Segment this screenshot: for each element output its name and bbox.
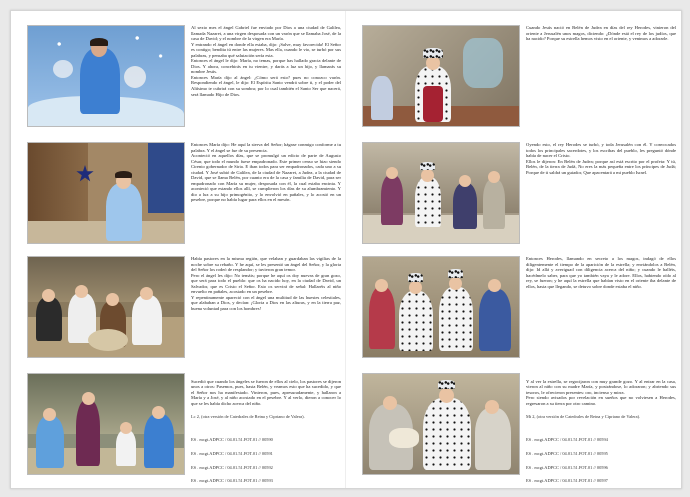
left-page	[11, 11, 346, 488]
photo-shepherds	[27, 256, 185, 358]
archive-refs	[526, 431, 676, 491]
archive-ref: ES . mcgt.ADPCC / 04.01.51.FOT.01 // 00590	[191, 437, 273, 443]
photo-herod	[362, 142, 520, 244]
photo-nativity	[27, 373, 185, 475]
archive-ref: ES . mcgt.ADPCC / 04.01.51.FOT.01 // 00597	[526, 478, 608, 484]
right-page	[346, 11, 681, 488]
photo-angel-departs	[27, 142, 185, 244]
panel-text: Cuando Jesús nació en Belén de Judea en días del rey Herodes, vinieron del oriente a Jerusalén unos magos, diciendo: ¿Dónde está el rey de los judíos, que ha nacido? Porque su estrella hemos visto en el oriente, y venimos a adorarle.	[526, 25, 676, 42]
photo-magi-arrive	[362, 25, 520, 127]
archive-refs	[191, 431, 341, 491]
panel-body: Sucedió que cuando los ángeles se fueron de ellos al cielo, los pastores se dijeron unos a otros: Pasemos, pues, hasta Belén, y veamos esto que ha sucedido, y que el Señor nos ha manifestado. Vinieron, pues, apresuradamente, y hallaron a María y a José, y al niño acostado en el pesebre. Y al verlo, dieron a conocer lo que se les había dicho acerca del niño.	[191, 378, 341, 406]
panel-text: Entonces Herodes, llamando en secreto a los magos, indagó de ellos diligentemente el tiempo de la aparición de la estrella; y enviándolos a Belén, dijo: Id allá y averiguad con diligencia acerca del niño; y cuando le halléis, hacédmelo saber, para que yo también vaya y le adore. Ellos, habiendo oído al rey, se fueron; y he aquí la estrella que habían visto en el oriente iba delante de ellos, hasta que llegando, se detuvo sobre donde estaba el niño.	[526, 256, 676, 289]
panel-text	[526, 373, 676, 496]
archive-ref: ES . mcgt.ADPCC / 04.01.51.FOT.01 // 00592	[191, 464, 273, 470]
archive-ref: ES . mcgt.ADPCC / 04.01.51.FOT.01 // 00594	[526, 437, 608, 443]
panel-text: Había pastores en la misma región, que velaban y guardaban las vigilias de la noche sobre su rebaño. Y he aquí, se les presentó un ángel del Señor, y la gloria del Señor los rodeó de resplandor; y tuvieron gran temor. Pero el ángel les dijo: No temáis; porque he aquí os doy nuevas de gran gozo, que será para todo el pueblo: que os ha nacido hoy, en la ciudad de David, un Salvador, que es Cristo el Señor. Esto os servirá de señal: Hallaréis al niño envuelto en pañales, acostado en un pesebre. Y repentinamente apareció con el ángel una multitud de las huestes celestiales, que alababan a Dios, y decían: ¡Gloria a Dios en las alturas, y en la tierra paz, buena voluntad para con los hombres!	[191, 256, 341, 311]
document-sheet	[10, 10, 682, 489]
scripture-credit: Lc 2, (otra versión de Catedrales de Reina y Cipriano de Valera).	[191, 413, 305, 419]
panel-body: Y al ver la estrella, se regocijaron con muy grande gozo. Y al entrar en la casa, vieron al niño con su madre María, y postrándose, lo adoraron; y abriendo sus tesoros, le ofrecieron presentes: oro, incienso y mirra. Pero siendo avisados por revelación en sueños que no volviesen a Herodes, regresaron a su tierra por otro camino.	[526, 378, 676, 406]
archive-ref: ES . mcgt.ADPCC / 04.01.51.FOT.01 // 00591	[191, 451, 273, 457]
archive-ref: ES . mcgt.ADPCC / 04.01.51.FOT.01 // 00595	[526, 451, 608, 457]
panel-text: Oyendo esto, el rey Herodes se turbó, y toda Jerusalén con él. Y convocados todos los principales sacerdotes, y los escribas del pueblo, les preguntó dónde había de nacer el Cristo. Ellos le dijeron: En Belén de Judea; porque así está escrito por el profeta: Y tú, Belén, de la tierra de Judá, No eres la más pequeña entre los príncipes de Judá; Porque de ti saldrá un guiador, Que apacentará a mi pueblo Israel.	[526, 142, 676, 175]
photo-annunciation	[27, 25, 185, 127]
panel-text	[191, 373, 341, 496]
photo-adoration	[362, 373, 520, 475]
panel-text: Entonces María dijo: He aquí la sierva del Señor; hágase conmigo conforme a tu palabra. Y el ángel se fue de su presencia. Aconteció en aquellos días, que se promulgó un edicto de parte de Augusto César, que todo el mundo fuese empadronado. Este primer censo se hizo siendo Cirenio gobernador de Siria. E iban todos para ser empadronados, cada uno a su ciudad. Y José subió de Galilea, de la ciudad de Nazaret, a Judea, a la ciudad de David, que se llama Belén, por cuanto era de la casa y familia de David, para ser empadronado con María su mujer, desposada con él, la cual estaba encinta. Y aconteció que estando ellos allí, se cumplieron los días de su alumbramiento. Y dio a luz a su hijo primogénito, y lo envolvió en pañales, y lo acostó en un pesebre, porque no había lugar para ellos en el mesón.	[191, 142, 341, 203]
panel-text: Al sexto mes el ángel Gabriel fue enviado por Dios a una ciudad de Galilea, llamada Nazaret, a una virgen desposada con un varón que se llamaba José, de la casa de David; y el nombre de la virgen era María. Y entrando el ángel en donde ella estaba, dijo: ¡Salve, muy favorecida! El Señor es contigo; bendita tú entre las mujeres. Mas ella, cuando le vio, se turbó por sus palabras, y pensaba qué salutación sería esta. Entonces el ángel le dijo: María, no temas, porque has hallado gracia delante de Dios. Y ahora, concebirás en tu vientre, y darás a luz un hijo, y llamarás su nombre Jesús. Entonces María dijo al ángel: ¿Cómo será esto? pues no conozco varón. Respondiendo el ángel, le dijo: El Espíritu Santo vendrá sobre ti, y el poder del Altísimo te cubrirá con su sombra; por lo cual también el Santo Ser que nacerá, será llamado Hijo de Dios.	[191, 25, 341, 97]
archive-ref: ES . mcgt.ADPCC / 04.01.51.FOT.01 // 00593	[191, 478, 273, 484]
scripture-credit: Mt 2, (otra versión de Catedrales de Reina y Cipriano de Valera).	[526, 413, 641, 419]
archive-ref: ES . mcgt.ADPCC / 04.01.51.FOT.01 // 00596	[526, 464, 608, 470]
photo-magi-sent	[362, 256, 520, 358]
